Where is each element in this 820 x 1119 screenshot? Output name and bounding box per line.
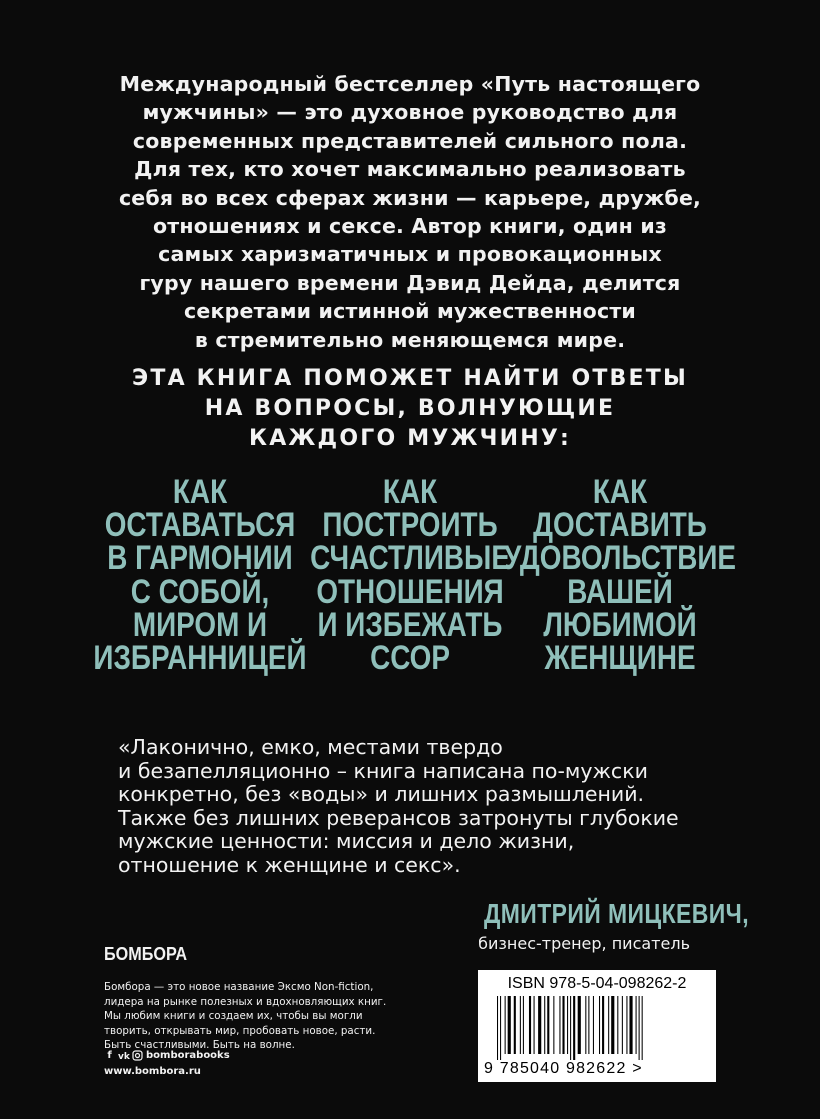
instagram-icon — [132, 1050, 143, 1061]
svg-text:vk: vk — [118, 1052, 130, 1061]
ean-digits: 9 785040 982622 > — [484, 1060, 643, 1077]
barcode-bars — [497, 996, 697, 1060]
question-line: В ГАРМОНИИ — [107, 539, 293, 578]
quote-line: отношение к женщине и секс». — [118, 852, 461, 877]
publisher-info-line: Быть счастливыми. Быть на волне. — [104, 1039, 295, 1052]
description-line: самых харизматичных и провокационных — [158, 242, 662, 267]
description-line: современных представителей сильного пола. — [132, 128, 688, 153]
question-line: ССОР — [370, 639, 450, 678]
question-column-harmony — [93, 473, 307, 678]
quote-line: и безапелляционно – книга написана по-мужски — [118, 758, 648, 783]
question-line: КАК — [382, 473, 438, 511]
heading-line: НА ВОПРОСЫ, ВОЛНУЮЩИЕ — [204, 396, 616, 421]
publisher-logo: БОМБОРА — [104, 944, 188, 964]
question-line: ПОСТРОИТЬ — [322, 506, 498, 545]
question-line: КАК — [172, 473, 228, 511]
quote-line: «Лаконично, емко, местами твердо — [118, 735, 503, 759]
question-line: ДОСТАВИТЬ — [533, 506, 707, 545]
description-line: Международный бестселлер «Путь настоящего — [119, 72, 701, 96]
quote-author-name: ДМИТРИЙ МИЦКЕВИЧ, — [484, 898, 750, 929]
question-line: ОТНОШЕНИЯ — [316, 572, 504, 611]
publisher-info-line: лидера на рынке полезных и вдохновляющих книг. — [104, 995, 387, 1008]
publisher-website: www.bombora.ru — [104, 1066, 201, 1077]
isbn-number: ISBN 978-5-04-098262-2 — [507, 975, 687, 992]
question-line: КАК — [592, 473, 648, 511]
heading-line: КАЖДОГО МУЖЧИНУ: — [249, 426, 571, 451]
book-description — [60, 70, 760, 354]
description-line: в стремительно меняющемся мире. — [194, 327, 626, 352]
question-line: ВАШЕЙ — [567, 572, 673, 611]
review-quote — [118, 736, 758, 878]
question-line: ИЗБРАННИЦЕЙ — [93, 639, 307, 678]
social-links — [104, 1050, 230, 1061]
publisher-info — [104, 980, 424, 1053]
facebook-icon: f — [107, 1050, 112, 1061]
heading-line: ЭТА КНИГА ПОМОЖЕТ НАЙТИ ОТВЕТЫ — [132, 366, 688, 391]
question-line: СЧАСТЛИВЫЕ — [310, 539, 510, 578]
question-line: УДОВОЛЬСТВИЕ — [503, 539, 737, 578]
description-line: гуру нашего времени Дэвид Дейда, делится — [139, 270, 681, 295]
question-column-pleasure — [497, 473, 743, 678]
isbn-barcode — [478, 970, 716, 1082]
question-line: С СОБОЙ, — [130, 572, 270, 611]
description-line: секретами истинной мужественности — [184, 299, 636, 324]
question-line: ЛЮБИМОЙ — [543, 605, 697, 644]
vk-icon — [118, 1050, 129, 1061]
question-line: ОСТАВАТЬСЯ — [104, 506, 296, 545]
publisher-info-line: творить, открывать мир, пробовать новое, расти. — [104, 1024, 376, 1037]
question-line: МИРОМ И — [132, 605, 268, 644]
description-line: Для тех, кто хочет максимально реализовать — [134, 157, 686, 182]
publisher-info-line: Мы любим книги и создаем их, чтобы вы могли — [104, 1010, 363, 1023]
publisher-info-line: Бомбора — это новое название Эксмо Non-fiction, — [104, 981, 374, 993]
quote-line: мужские ценности: миссия и дело жизни, — [118, 829, 575, 854]
description-line: мужчины» — это духовное руководство для — [142, 100, 678, 125]
description-line: отношениях и сексе. Автор книги, один из — [152, 214, 668, 239]
questions-heading — [60, 364, 760, 454]
question-line: ЖЕНЩИНЕ — [544, 639, 696, 678]
quote-line: Также без лишних реверансов затронуты глубокие — [118, 805, 679, 830]
quote-author-role: бизнес-тренер, писатель — [478, 934, 690, 953]
question-line: И ИЗБЕЖАТЬ — [317, 605, 503, 644]
quote-line: конкретно, без «воды» и лишних размышлений. — [118, 782, 645, 807]
description-line: себя во всех сферах жизни — карьере, дружбе, — [118, 185, 702, 210]
social-handle: bomborabooks — [146, 1050, 230, 1061]
